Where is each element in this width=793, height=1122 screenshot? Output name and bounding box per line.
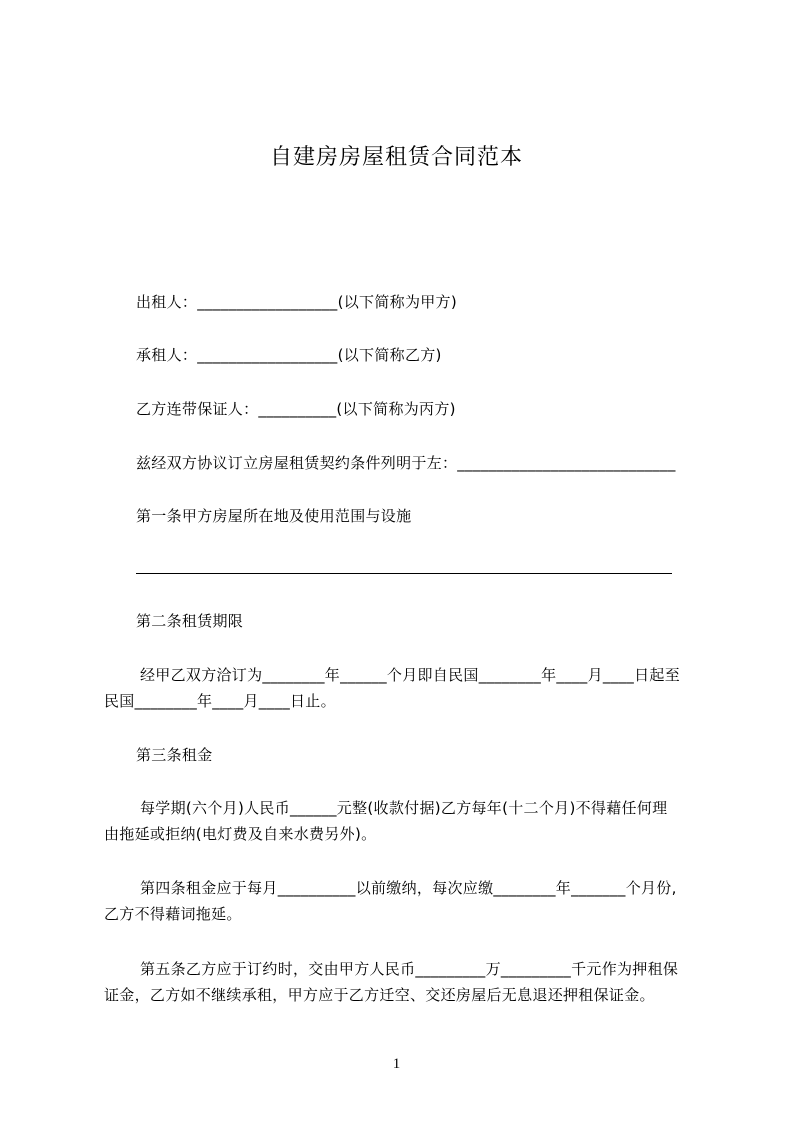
article-4-text-line-1: 第四条租金应于每月__________以前缴纳，每次应缴________年_______个月份, [140,879,677,897]
article-5-text-line-1: 第五条乙方应于订约时，交由甲方人民币_________万_________千元作为押租保 [140,960,679,978]
agreement-line: 兹经双方协议订立房屋租赁契约条件列明于左：____________________________ [136,454,676,472]
article-1-heading: 第一条甲方房屋所在地及使用范围与设施 [136,507,412,525]
guarantor-line: 乙方连带保证人：__________(以下简称为丙方) [136,400,456,418]
article-3-text-line-1: 每学期(六个月)人民币______元整(收款付据)乙方每年(十二个月)不得藉任何理 [140,799,668,817]
article-3-text-line-2: 由拖延或拒纳(电灯费及自来水费另外)。 [104,825,377,843]
article-5-text-line-2: 证金，乙方如不继续承租，甲方应于乙方迁空、交还房屋后无息退还押租保证金。 [104,986,655,1004]
blank-underline [136,573,672,574]
page-number: 1 [392,1056,401,1072]
article-3-heading: 第三条租金 [136,746,213,764]
article-2-text-line-2: 民国________年____月____日止。 [104,692,336,710]
article-2-heading: 第二条租赁期限 [136,612,244,630]
lessor-line: 出租人：__________________(以下简称为甲方) [136,293,458,311]
lessee-line: 承租人：__________________(以下简称乙方) [136,346,442,364]
article-2-text-line-1: 经甲乙双方洽订为________年______个月即自民国________年____月____日起至 [140,666,681,684]
document-title: 自建房房屋租赁合同范本 [269,145,523,170]
article-4-text-line-2: 乙方不得藉词拖延。 [104,905,242,923]
